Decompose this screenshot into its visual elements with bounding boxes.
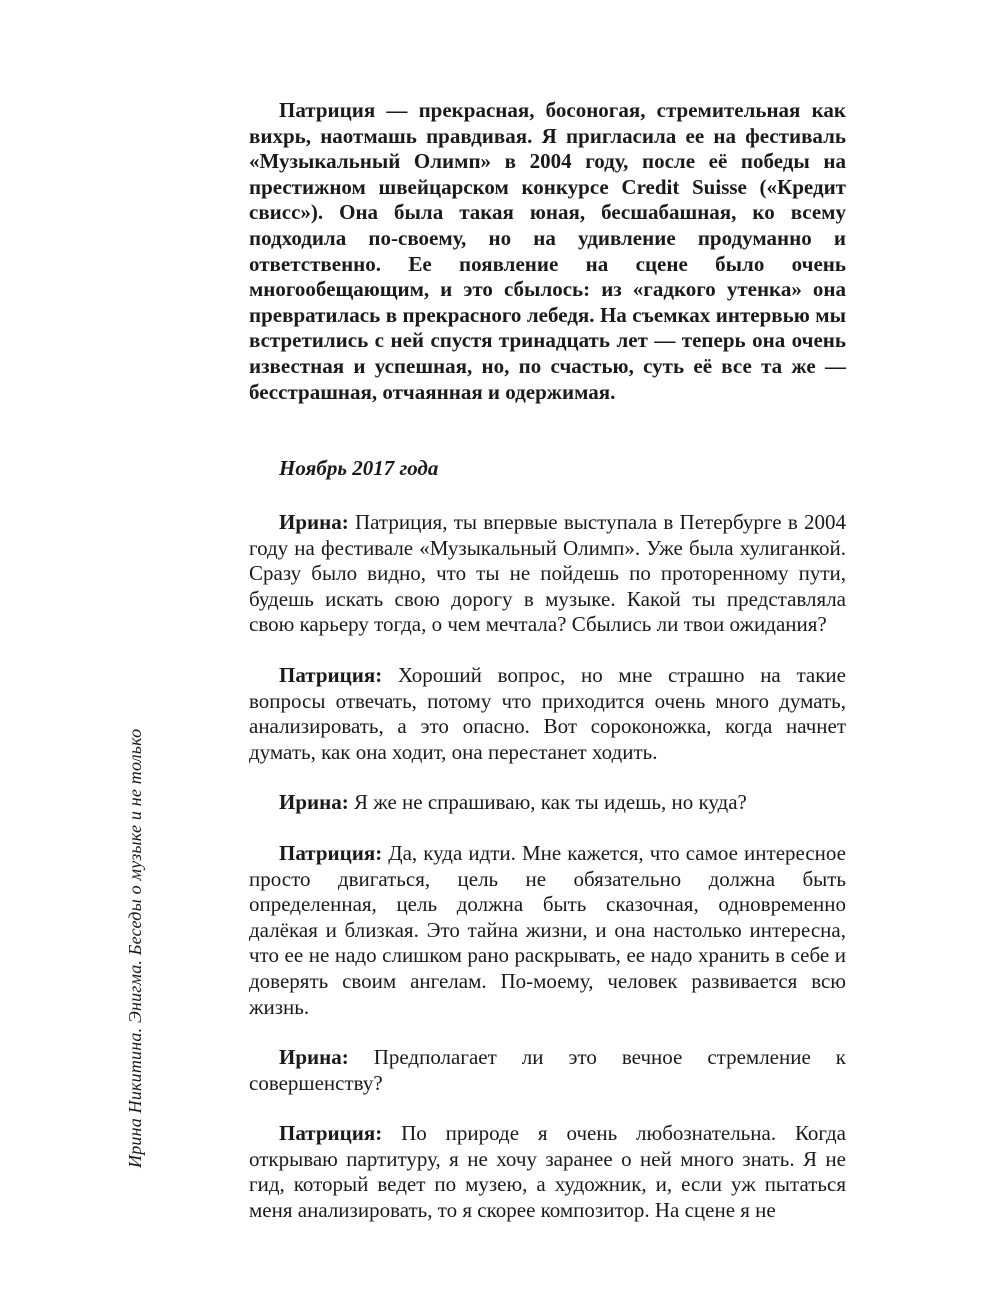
speaker-label: Ирина: (279, 510, 349, 534)
date-heading: Ноябрь 2017 года (279, 456, 439, 480)
speaker-label: Ирина: (279, 790, 349, 815)
speech-text: Я же не спрашиваю, как ты идешь, но куда? (348, 790, 747, 815)
speech-text: Патриция, ты впервые выступала в Петербурге в 2004 году на фестивале «Музыкальный Олимп». Уже была хулиганкой. Сразу было видно, что ты не пойдешь по проторенному пути, будешь искать свою дорогу в музыке. Какой ты представляла свою карьеру тогда, о чем мечтала? Сбылись ли твои ожидания? (249, 510, 846, 637)
dialogue (249, 510, 846, 1249)
speaker-label: Патриция: (279, 840, 383, 865)
speech-text: Хороший вопрос, но мне страшно на такие вопросы отвечать, потому что приходится очень много думать, анализировать, а это опасно. Вот сороконожка, когда начнет думать, как она ходит, она перестанет ходить. (249, 662, 846, 764)
dialogue-paragraph (249, 1045, 846, 1096)
dialogue-paragraph (249, 510, 846, 638)
running-head: Ирина Никитина. Энигма. Беседы о музыке и не только (125, 728, 145, 1168)
dialogue-paragraph (249, 1121, 846, 1223)
speech-text: Да, куда идти. Мне кажется, что самое интересное просто двигаться, цель не обязательно должна быть определенная, цель должна быть сказочная, одновременно далёкая и близкая. Это тайна жизни, и она настолько интересна, что ее не надо слишком рано раскрывать, ее надо хранить в себе и доверять своим ангелам. По-моему, человек развивается всю жизнь. (249, 840, 846, 1019)
speaker-label: Ирина: (279, 1045, 349, 1070)
dialogue-paragraph (249, 663, 846, 765)
intro-paragraph: Патриция — прекрасная, босоногая, стремительная как вихрь, наотмашь правдивая. Я пригласила ее на фестиваль «Музыкальный Олимп» в 2004 году, после её победы на престижном швейцарском конкурсе Credit Suisse («Кредит свисс»). Она была такая юная, бесшабашная, ко всему подходила по-своему, но на удивление продуманно и ответственно. Ее появление на сцене было очень многообещающим, и это сбылось: из «гадкого утенка» она превратилась в прекрасного лебедя. На съемках интервью мы встретились с ней спустя тринадцать лет — теперь она очень известная и успешная, но, по счастью, суть её все та же — бесстрашная, отчаянная и одержимая. (249, 98, 846, 404)
speaker-label: Патриция: (279, 1121, 383, 1146)
dialogue-paragraph (249, 841, 846, 1020)
dialogue-paragraph (249, 790, 846, 816)
speech-text: Предполагает ли это вечное стремление к совершенству? (249, 1045, 846, 1095)
speech-text: По природе я очень любознательна. Когда открываю партитуру, я не хочу заранее о ней много знать. Я не гид, который ведет по музею, а художник, и, если уж пытаться меня анализировать, то я скорее композитор. На сцене я не (249, 1121, 846, 1223)
speaker-label: Патриция: (279, 662, 383, 687)
